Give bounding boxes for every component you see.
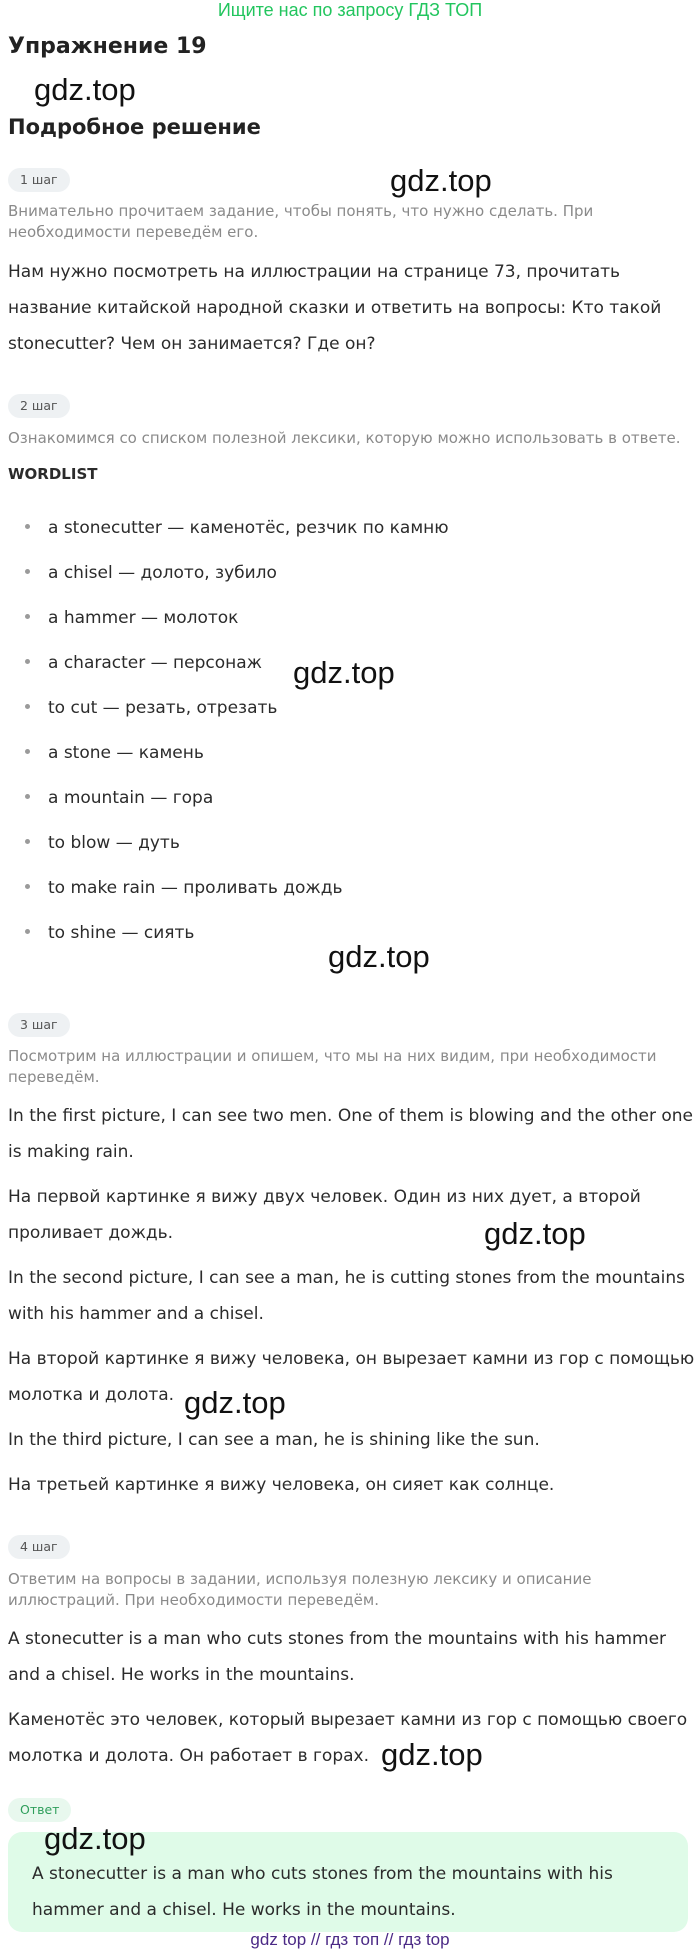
bullet-icon (25, 794, 30, 799)
step-badge-2: 2 шаг (8, 394, 70, 418)
bullet-icon (25, 569, 30, 574)
list-item-text: to cut — резать, отрезать (48, 698, 278, 718)
step-hint-1: Внимательно прочитаем задание, чтобы понять, что нужно сделать. При необходимости переведём его. (8, 202, 594, 241)
step-text-1: Нам нужно посмотреть на иллюстрации на странице 73, прочитать название китайской народной сказки и ответить на вопросы: Кто такой stonecutter? Чем он занимается? Где он? (8, 262, 662, 354)
list-item-text: a stonecutter — каменотёс, резчик по камню (48, 518, 449, 538)
bullet-icon (25, 884, 30, 889)
list-item-text: to blow — дуть (48, 833, 180, 853)
bullet-icon (25, 929, 30, 934)
solution-heading: Подробное решение (8, 115, 261, 139)
list-item (25, 698, 277, 718)
list-item (25, 653, 262, 673)
watermark: gdz.top (390, 163, 492, 198)
list-item-text: a mountain — гора (48, 788, 214, 808)
list-item (25, 788, 213, 808)
wordlist-title: WORDLIST (8, 465, 98, 483)
step-hint-4: Ответим на вопросы в задании, используя полезную лексику и описание иллюстраций. При необходимости переведём. (8, 1570, 592, 1609)
list-item-text: to make rain — проливать дождь (48, 878, 343, 898)
step-paragraph: На третьей картинке я вижу человека, он сияет как солнце. (8, 1475, 555, 1495)
step-paragraph: In the first picture, I can see two men. One of them is blowing and the other one is making rain. (8, 1106, 693, 1162)
watermark: gdz.top (484, 1216, 586, 1251)
watermark: gdz.top (381, 1737, 483, 1772)
step-paragraph: На второй картинке я вижу человека, он вырезает камни из гор с помощью молотка и долота. (8, 1349, 695, 1405)
list-item-text: a hammer — молоток (48, 608, 239, 628)
watermark: gdz.top (44, 1821, 146, 1856)
list-item (25, 608, 238, 628)
list-item (25, 743, 204, 763)
exercise-title: Упражнение 19 (8, 34, 207, 59)
bullet-icon (25, 749, 30, 754)
answer-text: A stonecutter is a man who cuts stones from the mountains with his hammer and a chisel. He works in the mountains. (32, 1864, 613, 1920)
list-item (25, 833, 180, 853)
bullet-icon (25, 839, 30, 844)
list-item-text: a character — персонаж (48, 653, 262, 673)
list-item-text: a chisel — долото, зубило (48, 563, 277, 583)
list-item (25, 563, 277, 583)
list-item (25, 923, 194, 943)
list-item-text: to shine — сиять (48, 923, 195, 943)
bullet-icon (25, 614, 30, 619)
watermark: gdz.top (34, 72, 136, 107)
list-item (25, 518, 449, 538)
watermark: gdz.top (293, 655, 395, 690)
step-paragraph: In the third picture, I can see a man, he is shining like the sun. (8, 1430, 540, 1450)
step-paragraph: На первой картинке я вижу двух человек. Один из них дует, а второй проливает дождь. (8, 1187, 641, 1243)
bullet-icon (25, 659, 30, 664)
step-badge-1: 1 шаг (8, 168, 70, 192)
watermark: gdz.top (184, 1385, 286, 1420)
step-hint-3: Посмотрим на иллюстрации и опишем, что мы на них видим, при необходимости переведём. (8, 1047, 657, 1086)
bullet-icon (25, 704, 30, 709)
search-banner: Ищите нас по запросу ГДЗ ТОП (217, 0, 483, 20)
watermark: gdz.top (328, 939, 430, 974)
step-hint-2: Ознакомимся со списком полезной лексики, которую можно использовать в ответе. (8, 429, 681, 447)
list-item (25, 878, 343, 898)
list-item-text: a stone — камень (48, 743, 204, 763)
step-badge-3: 3 шаг (8, 1013, 70, 1037)
step-paragraph: In the second picture, I can see a man, he is cutting stones from the mountains with his hammer and a chisel. (8, 1268, 686, 1324)
bullet-icon (25, 524, 30, 529)
step-paragraph: A stonecutter is a man who cuts stones from the mountains with his hammer and a chisel. He works in the mountains. (8, 1629, 667, 1685)
step-paragraph: Каменотёс это человек, который вырезает камни из гор с помощью своего молотка и долота. Он работает в горах. (8, 1710, 688, 1766)
answer-badge: Ответ (8, 1798, 71, 1822)
step-badge-4: 4 шаг (8, 1535, 70, 1559)
footer-links[interactable]: gdz top // гдз топ // гдз top (250, 1930, 450, 1949)
